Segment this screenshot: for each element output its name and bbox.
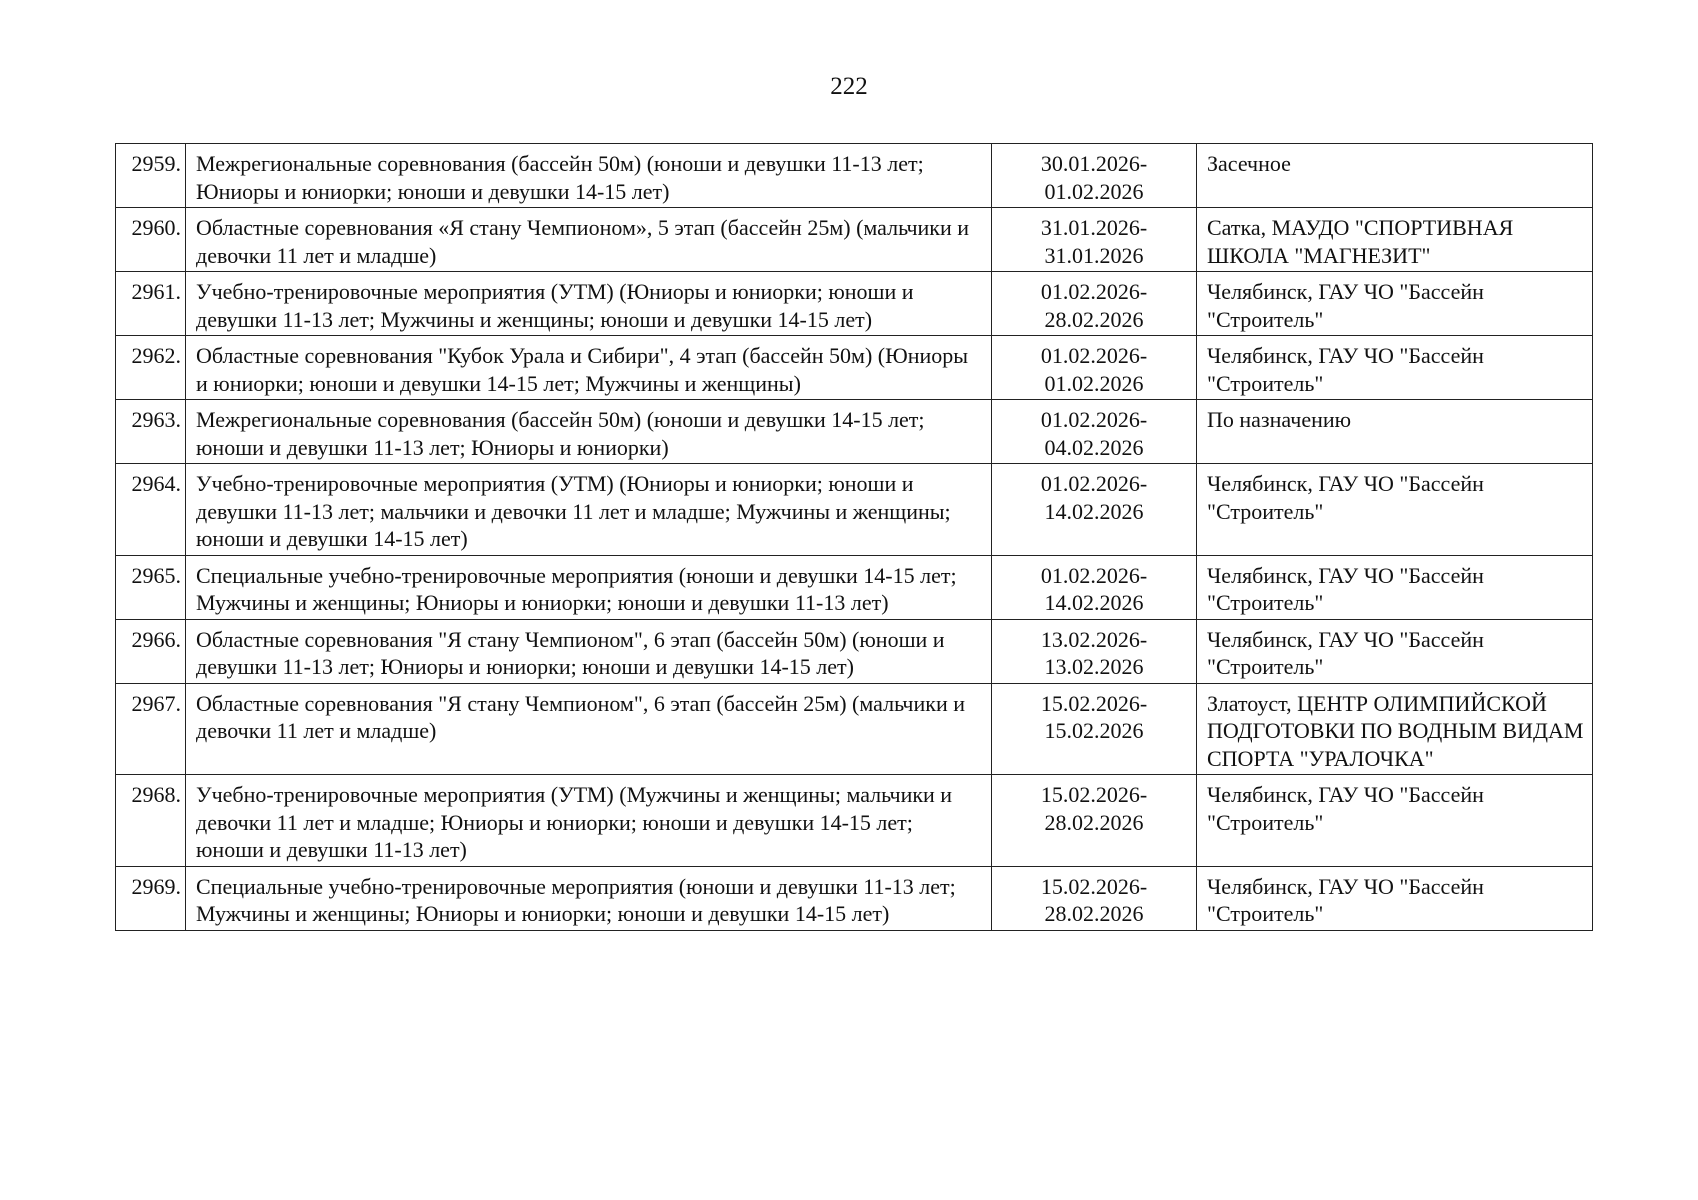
event-dates xyxy=(992,144,1197,208)
date-end: 01.02.2026 xyxy=(1044,178,1144,204)
event-description: Областные соревнования «Я стану Чемпионом», 5 этап (бассейн 25м) (мальчики и девочки 11 лет и младше) xyxy=(186,208,992,272)
event-place: Златоуст, ЦЕНТР ОЛИМПИЙСКОЙ ПОДГОТОВКИ ПО ВОДНЫМ ВИДАМ СПОРТА "УРАЛОЧКА" xyxy=(1197,683,1593,775)
row-number: 2963. xyxy=(116,400,186,464)
page-number: 222 xyxy=(830,73,868,100)
date-start: 01.02.2026- xyxy=(1040,279,1148,304)
date-end: 28.02.2026 xyxy=(1044,809,1144,835)
date-end: 01.02.2026 xyxy=(1044,370,1144,396)
date-start: 15.02.2026- xyxy=(1040,690,1148,716)
event-place: По назначению xyxy=(1197,400,1593,464)
event-place: Челябинск, ГАУ ЧО "Бассейн "Строитель" xyxy=(1197,464,1593,556)
event-place: Засечное xyxy=(1197,144,1593,208)
date-start: 01.02.2026- xyxy=(1040,471,1148,496)
date-end: 13.02.2026 xyxy=(1044,654,1144,679)
date-end: 28.02.2026 xyxy=(1044,901,1144,926)
date-end: 15.02.2026 xyxy=(1044,718,1144,743)
event-place: Челябинск, ГАУ ЧО "Бассейн "Строитель" xyxy=(1197,866,1593,930)
row-number: 2962. xyxy=(116,336,186,400)
event-dates xyxy=(992,400,1197,464)
event-place: Челябинск, ГАУ ЧО "Бассейн "Строитель" xyxy=(1197,272,1593,336)
event-dates xyxy=(992,336,1197,400)
row-number: 2961. xyxy=(116,272,186,336)
event-place: Сатка, МАУДО "СПОРТИВНАЯ ШКОЛА "МАГНЕЗИТ" xyxy=(1197,208,1593,272)
events-table xyxy=(115,143,1593,931)
event-dates xyxy=(992,464,1197,556)
table-row xyxy=(116,619,1593,683)
event-description: Областные соревнования "Я стану Чемпионом", 6 этап (бассейн 50м) (юноши и девушки 11-13 лет; Юниоры и юниорки; юноши и девушки 14-15 лет) xyxy=(186,619,992,683)
date-end: 04.02.2026 xyxy=(1044,434,1144,460)
date-start: 13.02.2026- xyxy=(1040,626,1148,652)
row-number: 2968. xyxy=(116,775,186,867)
event-place: Челябинск, ГАУ ЧО "Бассейн "Строитель" xyxy=(1197,775,1593,867)
event-dates xyxy=(992,866,1197,930)
table-row xyxy=(116,464,1593,556)
date-start: 01.02.2026- xyxy=(1040,562,1148,588)
date-start: 15.02.2026- xyxy=(1040,782,1148,807)
event-place: Челябинск, ГАУ ЧО "Бассейн "Строитель" xyxy=(1197,336,1593,400)
row-number: 2966. xyxy=(116,619,186,683)
table-row xyxy=(116,336,1593,400)
date-end: 14.02.2026 xyxy=(1044,590,1144,615)
event-description: Учебно-тренировочные мероприятия (УТМ) (Мужчины и женщины; мальчики и девочки 11 лет и младше; Юниоры и юниорки; юноши и девушки 14-15 лет; юноши и девушки 11-13 лет) xyxy=(186,775,992,867)
event-dates xyxy=(992,683,1197,775)
table-row xyxy=(116,866,1593,930)
event-description: Межрегиональные соревнования (бассейн 50м) (юноши и девушки 14-15 лет; юноши и девушки 11-13 лет; Юниоры и юниорки) xyxy=(186,400,992,464)
event-description: Специальные учебно-тренировочные мероприятия (юноши и девушки 14-15 лет; Мужчины и женщины; Юниоры и юниорки; юноши и девушки 11-13 лет) xyxy=(186,555,992,619)
date-end: 14.02.2026 xyxy=(1044,498,1144,524)
row-number: 2964. xyxy=(116,464,186,556)
table-row xyxy=(116,208,1593,272)
date-start: 15.02.2026- xyxy=(1040,873,1148,899)
row-number: 2959. xyxy=(116,144,186,208)
event-dates xyxy=(992,619,1197,683)
row-number: 2965. xyxy=(116,555,186,619)
event-description: Учебно-тренировочные мероприятия (УТМ) (Юниоры и юниорки; юноши и девушки 11-13 лет; мальчики и девочки 11 лет и младше; Мужчины и женщины; юноши и девушки 14-15 лет) xyxy=(186,464,992,556)
table-row xyxy=(116,555,1593,619)
date-end: 31.01.2026 xyxy=(1044,242,1144,268)
event-description: Областные соревнования "Я стану Чемпионом", 6 этап (бассейн 25м) (мальчики и девочки 11 лет и младше) xyxy=(186,683,992,775)
date-end: 28.02.2026 xyxy=(1044,306,1144,332)
event-dates xyxy=(992,272,1197,336)
event-description: Межрегиональные соревнования (бассейн 50м) (юноши и девушки 11-13 лет; Юниоры и юниорки; юноши и девушки 14-15 лет) xyxy=(186,144,992,208)
event-place: Челябинск, ГАУ ЧО "Бассейн "Строитель" xyxy=(1197,555,1593,619)
date-start: 01.02.2026- xyxy=(1040,407,1148,432)
event-place: Челябинск, ГАУ ЧО "Бассейн "Строитель" xyxy=(1197,619,1593,683)
event-description: Специальные учебно-тренировочные мероприятия (юноши и девушки 11-13 лет; Мужчины и женщины; Юниоры и юниорки; юноши и девушки 14-15 лет) xyxy=(186,866,992,930)
row-number: 2960. xyxy=(116,208,186,272)
event-dates xyxy=(992,775,1197,867)
table-row xyxy=(116,144,1593,208)
date-start: 30.01.2026- xyxy=(1040,151,1148,176)
table-row xyxy=(116,683,1593,775)
event-dates xyxy=(992,555,1197,619)
date-start: 01.02.2026- xyxy=(1040,343,1148,368)
table-row xyxy=(116,272,1593,336)
event-description: Учебно-тренировочные мероприятия (УТМ) (Юниоры и юниорки; юноши и девушки 11-13 лет; Мужчины и женщины; юноши и девушки 14-15 лет) xyxy=(186,272,992,336)
date-start: 31.01.2026- xyxy=(1040,215,1148,240)
row-number: 2967. xyxy=(116,683,186,775)
event-dates xyxy=(992,208,1197,272)
table-row xyxy=(116,775,1593,867)
row-number: 2969. xyxy=(116,866,186,930)
table-row xyxy=(116,400,1593,464)
event-description: Областные соревнования "Кубок Урала и Сибири", 4 этап (бассейн 50м) (Юниоры и юниорки; юноши и девушки 14-15 лет; Мужчины и женщины) xyxy=(186,336,992,400)
